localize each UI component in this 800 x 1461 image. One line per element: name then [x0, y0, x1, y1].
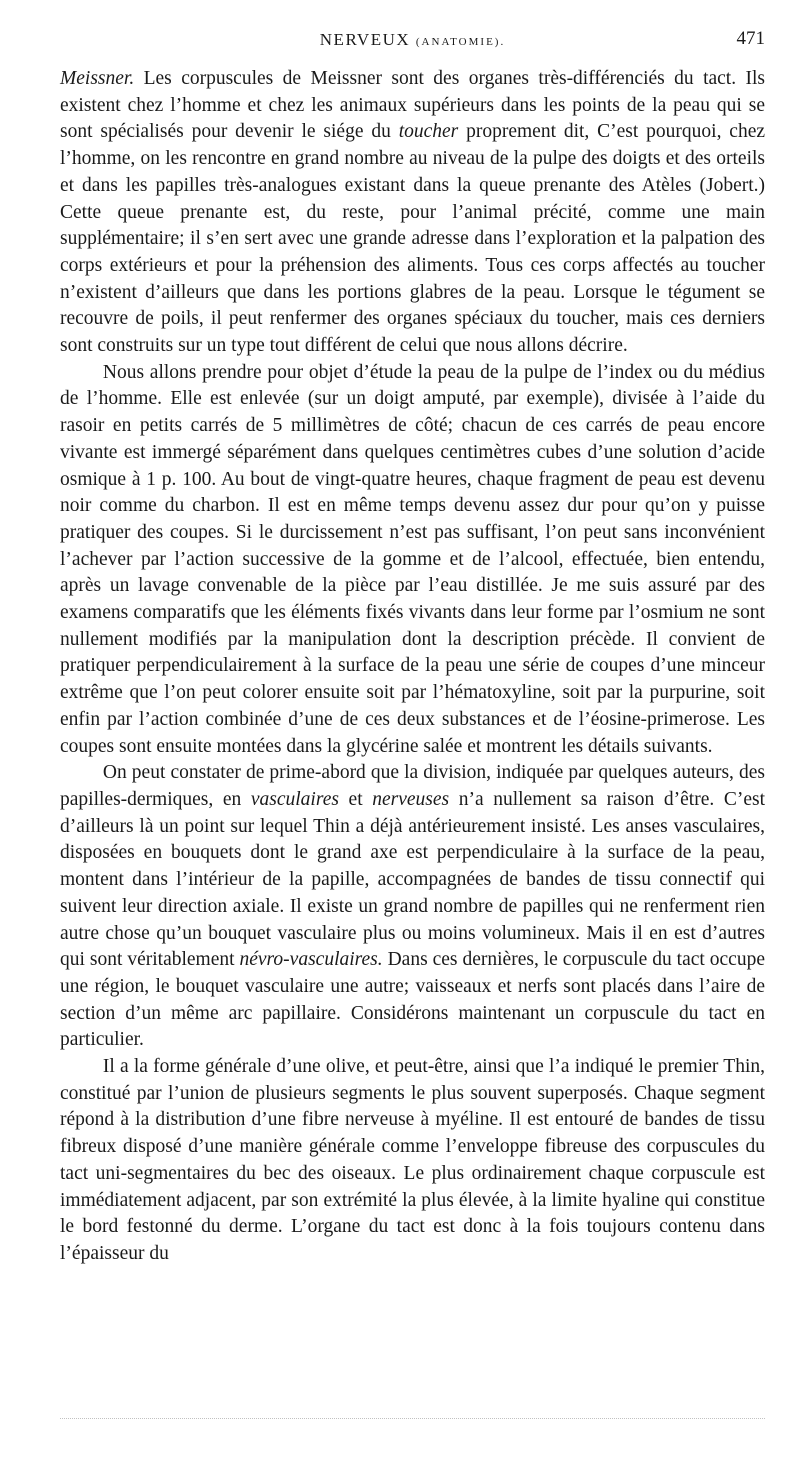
text-run: On peut constater de prime-abord que la division, indiquée par quelques auteurs, des papilles-dermiques, en — [60, 762, 765, 810]
paragraph — [60, 1054, 765, 1268]
running-title-main: NERVEUX — [319, 30, 411, 49]
footer-print-marks — [60, 1418, 765, 1423]
text-run: proprement dit, C’est pourquoi, chez l’homme, on les rencontre en grand nombre au niveau de la pulpe des doigts et des orteils et dans les papilles très-analogues existant dans la queue prenante des Atèles (Jobert.) Cette queue prenante est, du reste, pour l’animal précité, comme une main supplémentaire; il s’en sert avec une grande adresse dans l’exploration et la palpation des corps extérieurs et pour la préhension des aliments. Tous ces corps affectés au toucher n’existent d’ailleurs que dans les portions glabres de la peau. Lorsque le tégument se recouvre de poils, il peut renfermer des organes spéciaux du toucher, mais ces derniers sont construits sur un type tout différent de celui que nous allons décrire. — [60, 121, 766, 357]
text-run: Les corpuscules de Meissner sont des organes très-différenciés du tact. Ils existent chez l’homme et chez les animaux supérieurs dans les points de la peau qui se sont spécialisés pour devenir le siége du — [60, 68, 765, 143]
running-title — [60, 30, 765, 50]
text-run: Dans ces dernières, le corpuscule du tact occupe une région, le bouquet vasculaire une autre; vaisseaux et nerfs sont placés dans l’aire de section d’un même arc papillaire. Considérons maintenant un corpuscule du tact en particulier. — [60, 949, 765, 1051]
running-title-sub: (ANATOMIE). — [415, 36, 506, 48]
text-run-italic: névro-vasculaires. — [239, 949, 383, 971]
text-run-italic: Meissner. — [60, 68, 135, 89]
text-run: n’a nullement sa raison d’être. C’est d’ailleurs là un point sur lequel Thin a déjà antérieurement insisté. Les anses vasculaires, disposées en bouquets dont le grand axe est perpendiculaire à la surface de la peau, montent dans l’intérieur de la papille, accompagnées de bandes de tissu connectif qui suivent leur direction axiale. Il existe un grand nombre de papilles qui ne renferment rien autre chose qu’un bouquet vasculaire plus ou moins volumineux. Mais il en est d’autres qui sont véritablement — [60, 788, 766, 971]
page-header — [60, 30, 765, 56]
text-run: et — [338, 788, 373, 810]
paragraph — [60, 760, 765, 1054]
paragraph — [60, 66, 765, 360]
text-run-italic: vasculaires — [250, 788, 339, 810]
body-text — [60, 66, 765, 1268]
page-number: 471 — [736, 28, 765, 49]
text-run: Il a la forme générale d’une olive, et peut-être, ainsi que l’a indiqué le premier Thin, constitué par l’union de plusieurs segments le plus souvent superposés. Chaque segment répond à la distribution d’une fibre nerveuse à myéline. Il est entouré de bandes de tissu fibreux disposé d’une manière générale comme l’enveloppe fibreuse des corpuscules du tact uni-segmentaires du bec des oiseaux. Le plus ordinairement chaque corpuscule est immédiatement adjacent, par son extrémité la plus élevée, à la limite hyaline qui constitue le bord festonné du derme. L’organe du tact est donc à la fois toujours contenu dans l’épaisseur du — [60, 1056, 765, 1264]
paragraph — [60, 360, 765, 761]
text-run: Nous allons prendre pour objet d’étude la peau de la pulpe de l’index ou du médius de l’homme. Elle est enlevée (sur un doigt amputé, par exemple), divisée à l’aide du rasoir en petits carrés de 5 millimètres de côté; chacun de ces carrés de peau encore vivante est immergé séparément dans quelques centimètres cubes d’une solution d’acide osmique à 1 p. 100. Au bout de vingt-quatre heures, chaque fragment de peau est devenu noir comme du charbon. Il est en même temps devenu assez dur pour qu’on y puisse pratiquer des coupes. Si le durcissement n’est pas suffisant, l’on peut sans inconvénient l’achever par l’action successive de la gomme et de l’alcool, effectuée, bien entendu, après un lavage convenable de la pièce par l’eau distillée. Je me suis assuré par des examens comparatifs que les éléments fixés vivants dans leur forme par l’osmium ne sont nullement modifiés par la manipulation dont la description précède. Il convient de pratiquer perpendiculairement à la surface de la peau une série de coupes d’une minceur extrême que l’on peut colorer ensuite soit par l’hématoxyline, soit par la purpurine, soit enfin par l’action combinée d’une de ces deux substances et de l’éosine-primerose. Les coupes sont ensuite montées dans la glycérine salée et montrent les détails suivants. — [60, 361, 765, 757]
text-run-italic: nerveuses — [372, 788, 450, 810]
text-run-italic: toucher — [398, 121, 459, 143]
